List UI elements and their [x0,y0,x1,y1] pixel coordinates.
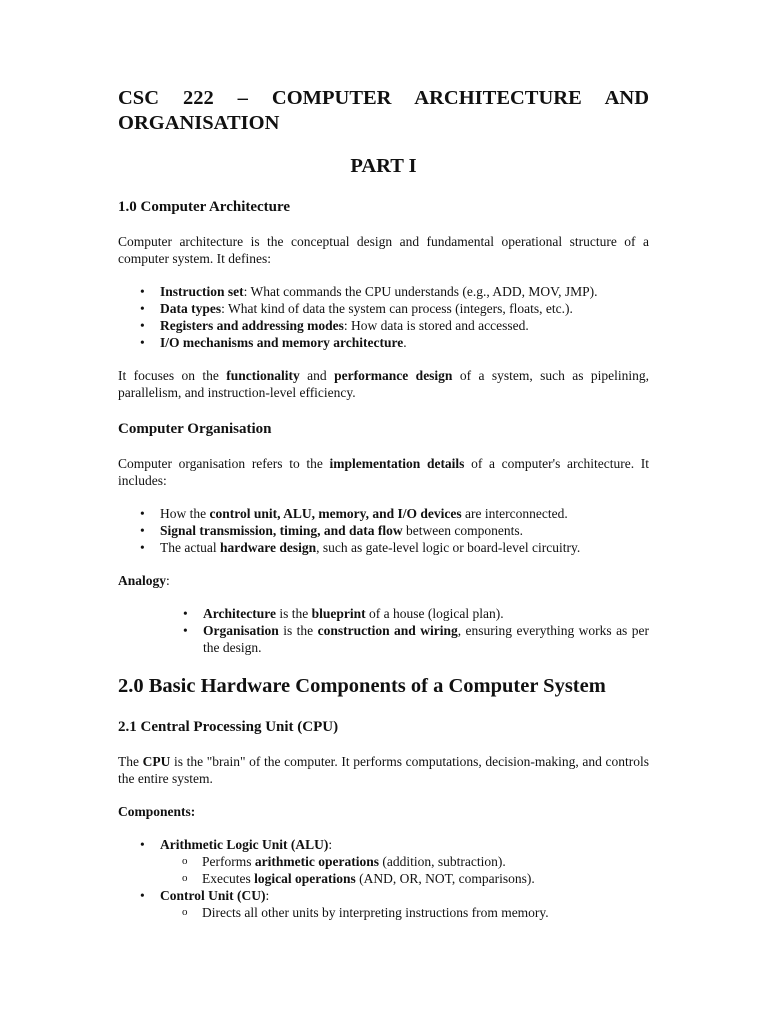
text: The actual [160,540,220,555]
text: Performs [202,854,255,869]
definition: . [403,335,407,350]
emphasis: logical operations [254,871,356,886]
text: Directs all other units by interpreting instructions from memory. [202,905,549,920]
text: Computer organisation refers to the [118,456,330,471]
text: (addition, subtraction). [378,854,506,869]
sub-list [160,904,649,921]
emphasis: construction and wiring [317,623,458,638]
emphasis: Architecture [203,606,276,621]
term: Instruction set [160,284,244,299]
emphasis: blueprint [311,606,366,621]
definition: : What kind of data the system can process (integers, floats, etc.). [221,301,573,316]
subsection-heading-cpu: 2.1 Central Processing Unit (CPU) [118,719,339,735]
architecture-focus [118,367,649,401]
text: , ensuring everything works as per the design. [203,623,649,655]
text: is the [275,606,312,621]
term: Registers and addressing modes [160,318,344,333]
text: are interconnected. [461,506,568,521]
emphasis: Analogy [118,573,167,588]
list-item [160,300,649,317]
section-heading-organisation: Computer Organisation [118,421,272,437]
sub-list-item [202,853,649,870]
components-list [118,836,649,921]
architecture-intro: Computer architecture is the conceptual design and fundamental operational structure of a computer system. It defines: [118,234,649,266]
emphasis: Control Unit (CU) [160,888,266,903]
text: of a system, such as pipelining, parallelism, and instruction-level efficiency. [118,368,649,400]
term: I/O mechanisms and memory architecture [160,335,404,350]
sub-list-item [202,870,649,887]
organisation-intro [118,455,649,489]
text: , such as gate-level logic or board-level circuitry. [316,540,581,555]
emphasis: CPU [142,754,171,769]
emphasis: performance design [334,368,453,383]
document-title: CSC 222 – COMPUTER ARCHITECTURE AND ORGANISATION [118,87,649,134]
sub-list-item [202,904,649,921]
list-item [160,836,649,887]
cpu-intro [118,753,649,787]
text: : [166,573,170,588]
text: It focuses on the [118,368,227,383]
section-heading-hardware: 2.0 Basic Hardware Components of a Computer System [118,675,606,697]
emphasis: functionality [226,368,300,383]
text: is the "brain" of the computer. It performs computations, decision-making, and controls the entire system. [118,754,649,786]
sub-list [160,853,649,887]
list-item [160,539,649,556]
text: of a computer's architecture. It includes: [118,456,650,488]
emphasis: hardware design [219,540,317,555]
emphasis: Organisation [203,623,279,638]
emphasis: arithmetic operations [254,854,379,869]
text: The [118,754,143,769]
part-heading: PART I [350,155,417,177]
term: Data types [160,301,222,316]
emphasis: Arithmetic Logic Unit (ALU) [160,837,329,852]
organisation-list [118,505,649,556]
list-item [203,605,649,622]
text: and [299,368,335,383]
text: : [265,888,270,903]
section-heading-architecture: 1.0 Computer Architecture [118,199,291,215]
text: between components. [402,523,524,538]
document-content [118,86,649,921]
text: Executes [202,871,255,886]
list-item [203,622,649,656]
components-label [118,803,649,820]
emphasis: control unit, ALU, memory, and I/O devices [209,506,462,521]
emphasis: Components: [118,804,196,819]
list-item [160,887,649,921]
definition: : What commands the CPU understands (e.g., ADD, MOV, JMP). [243,284,598,299]
text: is the [278,623,318,638]
emphasis: Signal transmission, timing, and data flow [160,523,403,538]
text: How the [160,506,210,521]
text: (AND, OR, NOT, comparisons). [355,871,535,886]
text: : [328,837,333,852]
analogy-list [118,605,649,656]
list-item [160,334,649,351]
list-item [160,505,649,522]
architecture-list [118,283,649,351]
text: of a house (logical plan). [365,606,504,621]
list-item [160,522,649,539]
list-item [160,283,649,300]
emphasis: implementation details [329,456,465,471]
analogy-label [118,572,649,589]
definition: : How data is stored and accessed. [343,318,529,333]
list-item [160,317,649,334]
